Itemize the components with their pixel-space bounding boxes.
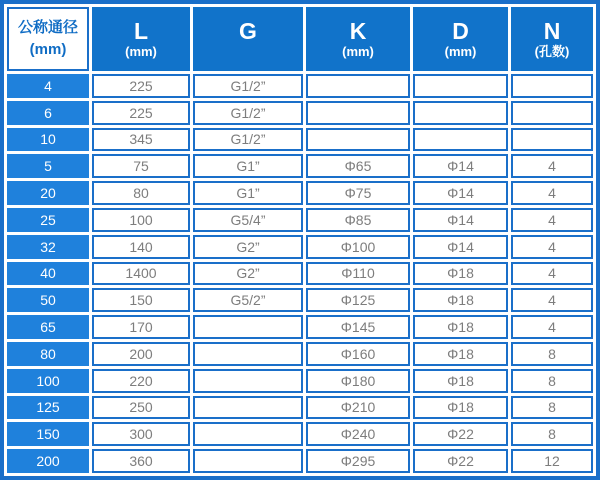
header-col-L-unit: (mm) xyxy=(125,44,157,60)
value-cell xyxy=(193,315,303,339)
value-cell: 170 xyxy=(92,315,190,339)
value-cell: 300 xyxy=(92,422,190,446)
table-row xyxy=(7,154,593,178)
value-cell: Φ110 xyxy=(306,262,410,286)
value-cell: 225 xyxy=(92,101,190,125)
value-cell: Φ14 xyxy=(413,154,508,178)
value-cell: 1400 xyxy=(92,262,190,286)
row-label-cell: 5 xyxy=(7,154,89,178)
value-cell xyxy=(193,369,303,393)
value-cell: 220 xyxy=(92,369,190,393)
value-cell: G1/2” xyxy=(193,128,303,152)
value-cell: G2” xyxy=(193,235,303,259)
value-cell: G5/4” xyxy=(193,208,303,232)
value-cell: 80 xyxy=(92,181,190,205)
value-cell: Φ18 xyxy=(413,288,508,312)
value-cell: 4 xyxy=(511,208,593,232)
header-col-N-unit: (孔数) xyxy=(534,44,570,60)
table-row xyxy=(7,369,593,393)
table-row xyxy=(7,128,593,152)
table-row xyxy=(7,208,593,232)
header-col-D xyxy=(413,7,508,71)
header-col-G xyxy=(193,7,303,71)
value-cell: Φ18 xyxy=(413,315,508,339)
value-cell xyxy=(511,74,593,98)
table-row xyxy=(7,74,593,98)
table-row xyxy=(7,262,593,286)
header-col-K xyxy=(306,7,410,71)
value-cell xyxy=(511,101,593,125)
table-row xyxy=(7,235,593,259)
value-cell: G1/2” xyxy=(193,101,303,125)
value-cell: 4 xyxy=(511,315,593,339)
value-cell: Φ210 xyxy=(306,396,410,420)
value-cell: Φ75 xyxy=(306,181,410,205)
value-cell xyxy=(413,101,508,125)
value-cell: Φ160 xyxy=(306,342,410,366)
value-cell: 12 xyxy=(511,449,593,473)
value-cell: Φ18 xyxy=(413,342,508,366)
header-col-D-unit: (mm) xyxy=(444,44,477,60)
header-col-K-label: K xyxy=(349,17,367,44)
value-cell xyxy=(193,396,303,420)
value-cell: 200 xyxy=(92,342,190,366)
table-row xyxy=(7,396,593,420)
header-col-G-unit xyxy=(195,44,301,60)
value-cell xyxy=(413,74,508,98)
table-row xyxy=(7,422,593,446)
value-cell: G5/2” xyxy=(193,288,303,312)
value-cell: 4 xyxy=(511,181,593,205)
value-cell xyxy=(306,128,410,152)
row-label-cell: 125 xyxy=(7,396,89,420)
header-nominal-diameter-unit: (mm) xyxy=(29,41,67,58)
value-cell: 360 xyxy=(92,449,190,473)
table-row xyxy=(7,288,593,312)
value-cell: 4 xyxy=(511,154,593,178)
table-row xyxy=(7,342,593,366)
header-col-D-label: D xyxy=(452,17,469,44)
value-cell xyxy=(511,128,593,152)
header-col-N-label: N xyxy=(543,17,561,44)
value-cell: G1” xyxy=(193,154,303,178)
value-cell: 8 xyxy=(511,369,593,393)
value-cell: 4 xyxy=(511,262,593,286)
value-cell: Φ14 xyxy=(413,181,508,205)
row-label-cell: 100 xyxy=(7,369,89,393)
value-cell: 225 xyxy=(92,74,190,98)
header-col-K-unit: (mm) xyxy=(342,44,374,60)
row-label-cell: 4 xyxy=(7,74,89,98)
header-col-N xyxy=(511,7,593,71)
value-cell xyxy=(306,74,410,98)
row-label-cell: 50 xyxy=(7,288,89,312)
value-cell: 8 xyxy=(511,342,593,366)
value-cell: 4 xyxy=(511,235,593,259)
value-cell: Φ85 xyxy=(306,208,410,232)
value-cell: 345 xyxy=(92,128,190,152)
header-row xyxy=(7,7,593,71)
value-cell: 150 xyxy=(92,288,190,312)
row-label-cell: 6 xyxy=(7,101,89,125)
dimension-spec-table xyxy=(4,4,596,476)
value-cell: G1” xyxy=(193,181,303,205)
table-row xyxy=(7,181,593,205)
value-cell: Φ22 xyxy=(413,449,508,473)
value-cell: G1/2” xyxy=(193,74,303,98)
value-cell: 8 xyxy=(511,422,593,446)
row-label-cell: 150 xyxy=(7,422,89,446)
row-label-cell: 80 xyxy=(7,342,89,366)
value-cell: Φ14 xyxy=(413,208,508,232)
value-cell: Φ145 xyxy=(306,315,410,339)
value-cell: Φ240 xyxy=(306,422,410,446)
value-cell: Φ18 xyxy=(413,369,508,393)
value-cell: Φ18 xyxy=(413,262,508,286)
row-label-cell: 25 xyxy=(7,208,89,232)
value-cell: Φ295 xyxy=(306,449,410,473)
header-col-L-label: L xyxy=(133,17,149,44)
value-cell: Φ100 xyxy=(306,235,410,259)
value-cell: Φ14 xyxy=(413,235,508,259)
value-cell: Φ18 xyxy=(413,396,508,420)
value-cell: 140 xyxy=(92,235,190,259)
value-cell: G2” xyxy=(193,262,303,286)
value-cell xyxy=(306,101,410,125)
value-cell xyxy=(193,449,303,473)
value-cell: Φ22 xyxy=(413,422,508,446)
table-body xyxy=(7,74,593,473)
table-row xyxy=(7,101,593,125)
table-row xyxy=(7,449,593,473)
value-cell: 8 xyxy=(511,396,593,420)
table-row xyxy=(7,315,593,339)
value-cell: Φ125 xyxy=(306,288,410,312)
row-label-cell: 20 xyxy=(7,181,89,205)
row-label-cell: 65 xyxy=(7,315,89,339)
header-nominal-diameter xyxy=(7,7,89,71)
value-cell xyxy=(193,342,303,366)
header-col-G-label: G xyxy=(239,17,257,44)
value-cell: 75 xyxy=(92,154,190,178)
row-label-cell: 40 xyxy=(7,262,89,286)
row-label-cell: 200 xyxy=(7,449,89,473)
value-cell: 4 xyxy=(511,288,593,312)
value-cell: 250 xyxy=(92,396,190,420)
header-nominal-diameter-label: 公称通径 xyxy=(17,18,78,36)
value-cell: 100 xyxy=(92,208,190,232)
value-cell xyxy=(193,422,303,446)
header-col-L xyxy=(92,7,190,71)
row-label-cell: 32 xyxy=(7,235,89,259)
value-cell: Φ65 xyxy=(306,154,410,178)
value-cell xyxy=(413,128,508,152)
row-label-cell: 10 xyxy=(7,128,89,152)
value-cell: Φ180 xyxy=(306,369,410,393)
